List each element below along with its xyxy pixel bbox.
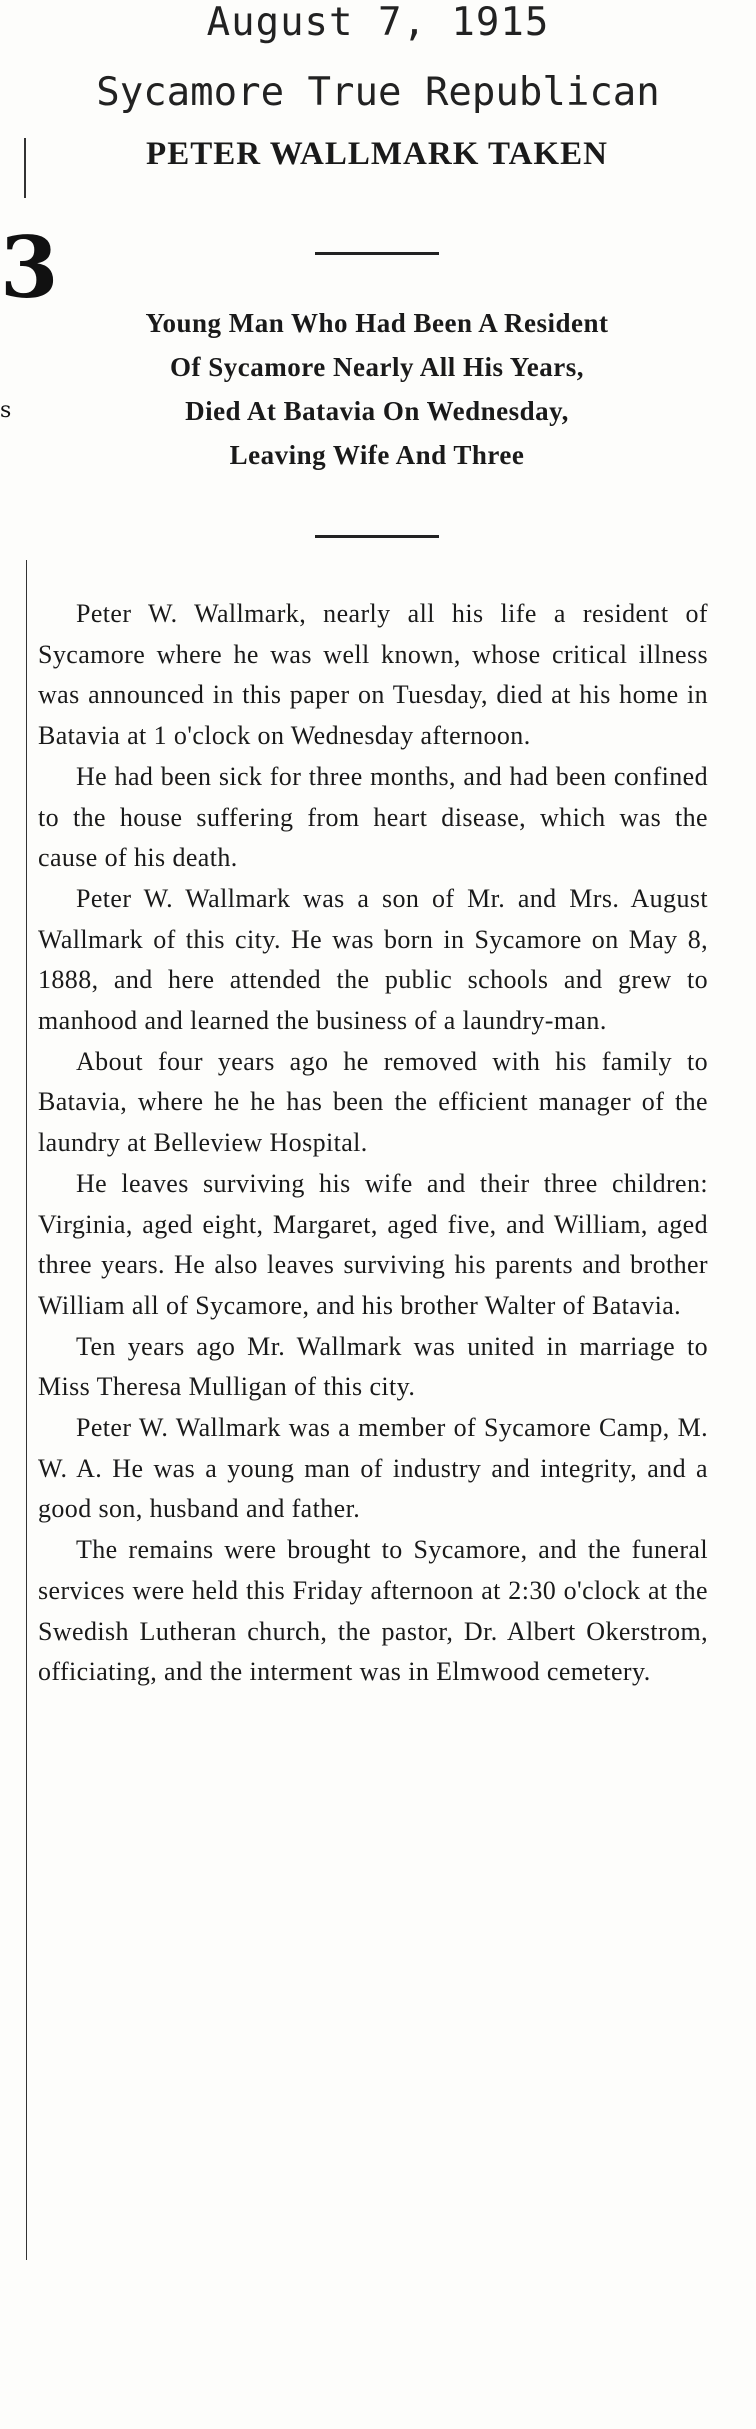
body-paragraph: About four years ago he removed with his family to Batavia, where he he has been the efficient manager of the laundry at Belleview Hospital. [38, 1046, 708, 1158]
adjacent-column-fragment-small: s [0, 398, 12, 423]
body-paragraph: Peter W. Wallmark was a member of Sycamore Camp, M. W. A. He was a young man of industry and integrity, and a good son, husband and father. [38, 1413, 708, 1524]
deck-line: Died At Batavia On Wednesday, [185, 396, 569, 426]
headline-divider [315, 252, 439, 255]
deck-line: Of Sycamore Nearly All His Years, [170, 352, 584, 382]
column-rule-left-lower [26, 560, 27, 2260]
body-paragraph: He had been sick for three months, and had been confined to the house suffering from heart disease, which was the cause of his death. [38, 761, 708, 873]
column-rule-left [24, 138, 26, 198]
deck-line: Young Man Who Had Been A Resident [145, 308, 609, 338]
deck-divider [315, 535, 439, 538]
body-paragraph: He leaves surviving his wife and their three children: Virginia, aged eight, Margaret, aged five, and William, aged three years. He also leaves surviving his parents and brother William all of Sycamore, and his brother Walter of Batavia. [38, 1168, 708, 1320]
body-paragraph: Peter W. Wallmark was a son of Mr. and Mrs. August Wallmark of this city. He was born in Sycamore on May 8, 1888, and here attended the public schools and grew to manhood and learned the business of a laundry-man. [38, 883, 708, 1036]
obituary-article [32, 132, 722, 1693]
body-paragraph: Ten years ago Mr. Wallmark was united in marriage to Miss Theresa Mulligan of this city. [38, 1331, 708, 1402]
body-paragraph: The remains were brought to Sycamore, and the funeral services were held this Friday afternoon at 2:30 o'clock at the Swedish Lutheran church, the pastor, Dr. Albert Okerstrom, officiating, and the interment was in Elmwood cemetery. [38, 1535, 708, 1687]
newspaper-name: Sycamore True Republican [96, 70, 660, 115]
clipping-date: August 7, 1915 [206, 0, 550, 45]
article-body [32, 594, 722, 1693]
deck-line: Leaving Wife And Three [229, 440, 525, 470]
headline: PETER WALLMARK TAKEN [146, 136, 608, 172]
adjacent-column-fragment: 3 [0, 218, 59, 317]
body-paragraph: Peter W. Wallmark, nearly all his life a resident of Sycamore where he was well known, whose critical illness was announced in this paper on Tuesday, died at his home in Batavia at 1 o'clock on Wednesday afternoon. [38, 599, 708, 751]
subheadline-deck [32, 301, 722, 477]
